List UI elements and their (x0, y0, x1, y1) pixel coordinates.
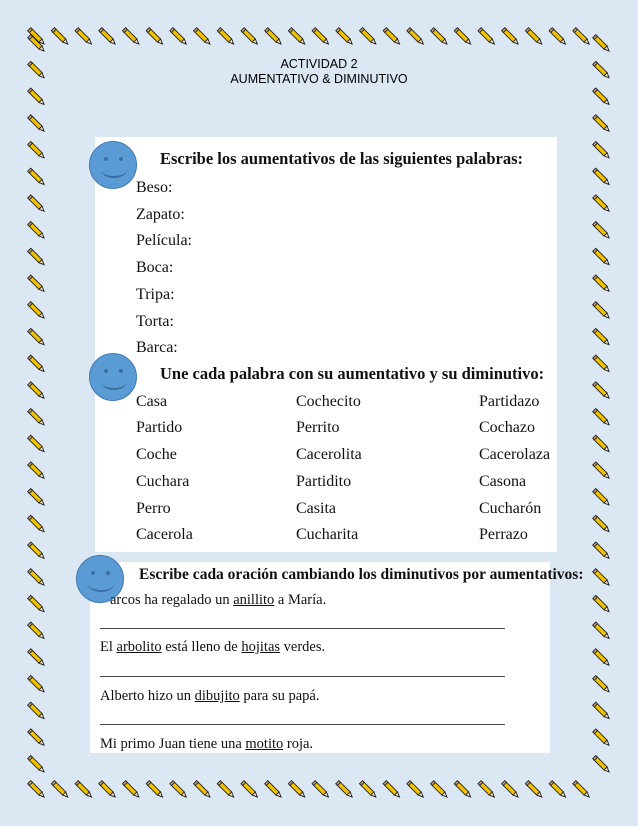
pencil-icon (478, 781, 496, 799)
pencil-icon (549, 781, 567, 799)
word-col2: Cucharita (296, 526, 359, 543)
pencil-icon (593, 302, 611, 320)
pencil-icon (28, 115, 46, 133)
word-label: Película: (136, 232, 192, 249)
pencil-icon (573, 28, 591, 46)
pencil-icon (593, 355, 611, 373)
pencil-icon (454, 781, 472, 799)
word-col2: Perrito (296, 419, 340, 436)
answer-line (100, 628, 505, 629)
pencil-icon (359, 781, 377, 799)
pencil-icon (217, 28, 235, 46)
pencil-icon (525, 781, 543, 799)
pencil-icon (241, 28, 259, 46)
pencil-icon (28, 408, 46, 426)
pencil-icon (549, 28, 567, 46)
pencil-icon (593, 649, 611, 667)
pencil-icon (28, 542, 46, 560)
activity-subtitle: AUMENTATIVO & DIMINUTIVO (230, 72, 408, 86)
pencil-icon (75, 28, 93, 46)
word-label: Torta: (136, 313, 174, 330)
pencil-icon (336, 781, 354, 799)
sentence-1: arcos ha regalado un anillito a María. (110, 592, 327, 608)
pencil-icon (241, 781, 259, 799)
pencil-icon (28, 355, 46, 373)
pencil-icon (312, 28, 330, 46)
pencil-icon (265, 28, 283, 46)
pencil-icon (454, 28, 472, 46)
pencil-icon (28, 702, 46, 720)
section1-heading: Escribe los aumentativos de las siguientes palabras: (160, 149, 524, 168)
word-col2: Casita (296, 500, 336, 517)
pencil-icon (170, 28, 188, 46)
pencil-icon (478, 28, 496, 46)
pencil-icon (28, 515, 46, 533)
sentence-3: Alberto hizo un dibujito para su papá. (100, 688, 320, 704)
pencil-icon (28, 675, 46, 693)
pencil-icon (170, 781, 188, 799)
pencil-icon (288, 28, 306, 46)
section2-heading: Une cada palabra con su aumentativo y su diminutivo: (160, 364, 545, 383)
sentence-4: Mi primo Juan tiene una motito roja. (100, 736, 314, 752)
pencil-icon (593, 275, 611, 293)
pencil-icon (593, 141, 611, 159)
word-label: Tripa: (136, 286, 175, 303)
pencil-icon (593, 702, 611, 720)
sentence-2: El arbolito está lleno de hojitas verdes. (100, 639, 326, 655)
word-label: Boca: (136, 259, 174, 276)
pencil-icon (28, 595, 46, 613)
pencil-icon (194, 781, 212, 799)
pencil-icon (28, 435, 46, 453)
word-col3: Cochazo (479, 419, 535, 436)
pencil-icon (383, 781, 401, 799)
pencil-icon (593, 569, 611, 587)
word-col3: Partidazo (479, 393, 540, 410)
pencil-icon (336, 28, 354, 46)
pencil-icon (312, 781, 330, 799)
pencil-icon (28, 781, 46, 799)
section3-heading: Escribe cada oración cambiando los diminutivos por aumentativos: (139, 566, 584, 583)
pencil-icon (217, 781, 235, 799)
word-col2: Partidito (296, 473, 352, 490)
pencil-icon (146, 781, 164, 799)
pencil-icon (122, 781, 140, 799)
pencil-icon (28, 382, 46, 400)
pencil-icon (28, 489, 46, 507)
pencil-icon (593, 489, 611, 507)
pencil-icon (28, 462, 46, 480)
pencil-icon (99, 28, 117, 46)
pencil-icon (593, 622, 611, 640)
word-label: Barca: (136, 339, 178, 356)
pencil-icon (265, 781, 283, 799)
pencil-icon (593, 729, 611, 747)
pencil-icon (593, 542, 611, 560)
word-label: Beso: (136, 179, 173, 196)
pencil-icon (431, 781, 449, 799)
pencil-icon (28, 569, 46, 587)
pencil-icon (28, 302, 46, 320)
answer-line (100, 676, 505, 677)
word-col1: Coche (136, 446, 177, 463)
pencil-icon (593, 115, 611, 133)
pencil-icon (593, 595, 611, 613)
pencil-icon (122, 28, 140, 46)
pencil-icon (28, 195, 46, 213)
pencil-icon (502, 781, 520, 799)
pencil-icon (593, 382, 611, 400)
pencil-icon (431, 28, 449, 46)
word-col2: Cacerolita (296, 446, 362, 463)
pencil-icon (194, 28, 212, 46)
answer-line (100, 724, 505, 725)
pencil-icon (593, 248, 611, 266)
pencil-icon (28, 141, 46, 159)
pencil-icon (593, 435, 611, 453)
pencil-icon (573, 781, 591, 799)
pencil-icon (28, 729, 46, 747)
pencil-icon (51, 781, 69, 799)
pencil-icon (99, 781, 117, 799)
word-col1: Cacerola (136, 526, 193, 543)
pencil-icon (593, 462, 611, 480)
pencil-icon (407, 781, 425, 799)
pencil-icon (28, 649, 46, 667)
word-label: Zapato: (136, 206, 185, 223)
word-col3: Cacerolaza (479, 446, 551, 463)
pencil-icon (593, 515, 611, 533)
word-col1: Cuchara (136, 473, 190, 490)
pencil-icon (28, 328, 46, 346)
pencil-icon (146, 28, 164, 46)
pencil-icon (593, 35, 611, 53)
pencil-icon (593, 222, 611, 240)
pencil-icon (359, 28, 377, 46)
pencil-icon (28, 168, 46, 186)
word-col1: Perro (136, 500, 171, 517)
pencil-icon (593, 408, 611, 426)
pencil-icon (593, 195, 611, 213)
pencil-icon (75, 781, 93, 799)
pencil-icon (28, 622, 46, 640)
pencil-icon (28, 88, 46, 106)
activity-title: ACTIVIDAD 2 (280, 57, 358, 71)
pencil-icon (593, 675, 611, 693)
word-col1: Partido (136, 419, 183, 436)
pencil-icon (593, 168, 611, 186)
word-col3: Cucharón (479, 500, 542, 517)
smiley-face-icon (89, 141, 137, 189)
word-col2: Cochecito (296, 393, 361, 410)
pencil-icon (28, 756, 46, 774)
pencil-icon (28, 222, 46, 240)
pencil-icon (502, 28, 520, 46)
pencil-icon (593, 88, 611, 106)
word-col1: Casa (136, 393, 168, 410)
pencil-icon (593, 756, 611, 774)
pencil-icon (383, 28, 401, 46)
pencil-icon (525, 28, 543, 46)
pencil-icon (407, 28, 425, 46)
word-col3: Casona (479, 473, 527, 490)
pencil-icon (28, 275, 46, 293)
pencil-icon (28, 248, 46, 266)
pencil-icon (51, 28, 69, 46)
pencil-icon (593, 328, 611, 346)
word-col3: Perrazo (479, 526, 528, 543)
smiley-face-icon (89, 353, 137, 401)
pencil-icon (288, 781, 306, 799)
